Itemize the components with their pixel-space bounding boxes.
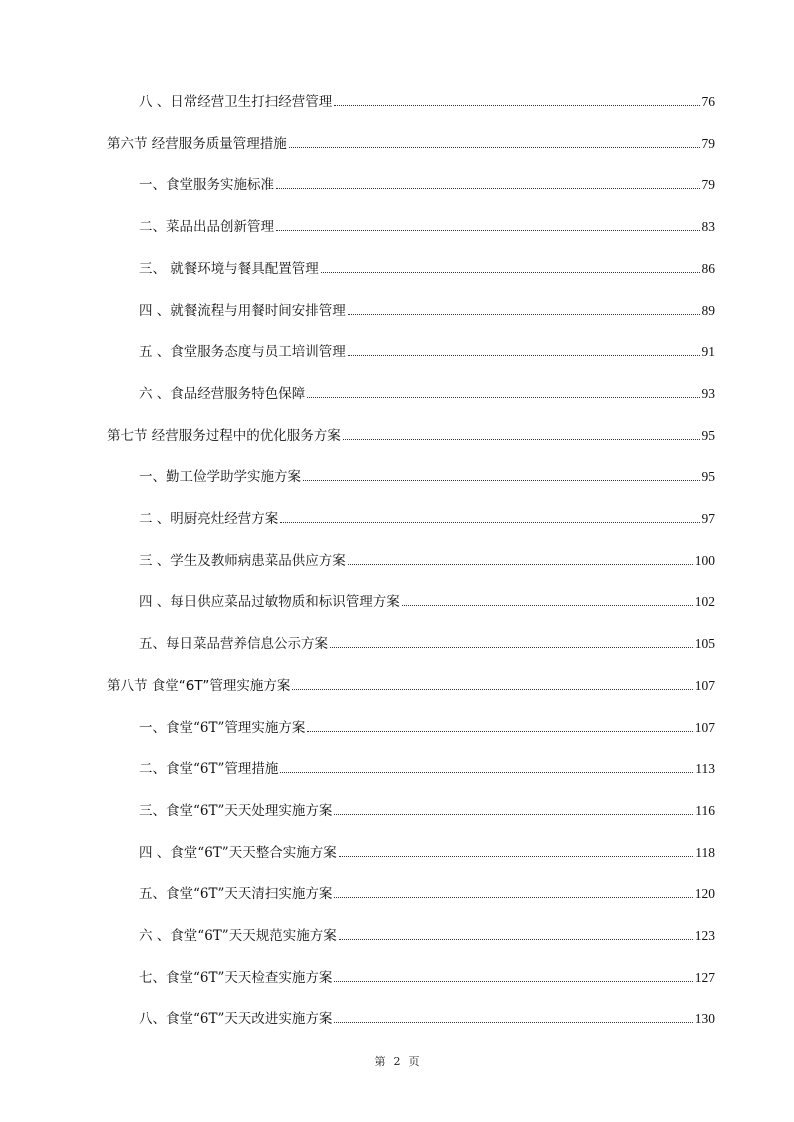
- toc-entry[interactable]: [139, 260, 715, 278]
- toc-entry-page: 123: [694, 928, 715, 943]
- toc-entry-title: 一、勤工俭学助学实施方案: [139, 469, 301, 485]
- toc-entry-title: 四 、每日供应菜品过敏物质和标识管理方案: [139, 594, 400, 610]
- toc-dot-leader: [348, 305, 700, 315]
- toc-entry-page: 95: [701, 469, 715, 484]
- toc-entry-title: 七、食堂“6T”天天检查实施方案: [139, 970, 333, 986]
- toc-entry[interactable]: [139, 176, 715, 194]
- toc-entry-page: 107: [694, 720, 715, 735]
- toc-dot-leader: [348, 555, 693, 565]
- toc-entry[interactable]: [139, 218, 715, 236]
- toc-entry-title: 四 、就餐流程与用餐时间安排管理: [139, 303, 346, 319]
- toc-entry-title: 第七节 经营服务过程中的优化服务方案: [107, 428, 341, 444]
- toc-entry-page: 76: [701, 94, 715, 109]
- toc-entry-page: 95: [701, 428, 715, 443]
- toc-entry[interactable]: [139, 343, 715, 361]
- toc-dot-leader: [280, 513, 699, 523]
- toc-dot-leader: [348, 346, 700, 356]
- footer-suffix: 页: [408, 1055, 420, 1068]
- toc-dot-leader: [339, 847, 694, 857]
- toc-entry-title: 一、食堂“6T”管理实施方案: [139, 720, 306, 736]
- toc-entry-page: 83: [701, 219, 715, 234]
- toc-entry-title: 五、食堂“6T”天天清扫实施方案: [139, 886, 333, 902]
- toc-entry-title: 三 、学生及教师病患菜品供应方案: [139, 553, 346, 569]
- toc-entry[interactable]: [139, 969, 715, 987]
- toc-entry[interactable]: [139, 927, 715, 945]
- toc-section-entry[interactable]: [107, 427, 715, 445]
- toc-entry-page: 105: [694, 636, 715, 651]
- toc-entry-title: 二 、明厨亮灶经营方案: [139, 511, 279, 527]
- toc-dot-leader: [343, 430, 700, 440]
- toc-entry-title: 一、食堂服务实施标准: [139, 177, 274, 193]
- toc-entry-title: 八、食堂“6T”天天改进实施方案: [139, 1011, 333, 1027]
- toc-dot-leader: [321, 263, 700, 273]
- toc-entry-page: 120: [694, 886, 715, 901]
- toc-entry-title: 五 、食堂服务态度与员工培训管理: [139, 344, 346, 360]
- footer-prefix: 第: [374, 1055, 386, 1068]
- toc-dot-leader: [334, 805, 693, 815]
- toc-entry[interactable]: [139, 302, 715, 320]
- toc-entry-page: 130: [694, 1011, 715, 1026]
- toc-dot-leader: [334, 888, 692, 898]
- toc-dot-leader: [307, 722, 692, 732]
- toc-entry-page: 79: [701, 177, 715, 192]
- toc-entry[interactable]: [139, 510, 715, 528]
- toc-entry-page: 100: [694, 553, 715, 568]
- toc-dot-leader: [280, 763, 693, 773]
- toc-entry-page: 93: [701, 386, 715, 401]
- toc-entry-title: 二、食堂“6T”管理措施: [139, 761, 279, 777]
- toc-entry[interactable]: [139, 844, 715, 862]
- toc-entry-title: 六 、食品经营服务特色保障: [139, 386, 306, 402]
- toc-entry[interactable]: [139, 760, 715, 778]
- toc-entry-page: 97: [701, 511, 715, 526]
- toc-entry[interactable]: [139, 93, 715, 111]
- toc-dot-leader: [334, 1013, 692, 1023]
- toc-entry[interactable]: [139, 552, 715, 570]
- toc-entry-page: 86: [701, 261, 715, 276]
- toc-dot-leader: [292, 680, 692, 690]
- toc-section-entry[interactable]: [107, 677, 715, 695]
- toc-entry[interactable]: [139, 885, 715, 903]
- toc-entry-page: 107: [694, 678, 715, 693]
- toc-entry-title: 第八节 食堂“6T”管理实施方案: [107, 678, 291, 694]
- toc-entry[interactable]: [139, 635, 715, 653]
- toc-entry-title: 六 、食堂“6T”天天规范实施方案: [139, 928, 337, 944]
- toc-entry-page: 116: [695, 803, 715, 818]
- page-footer: [0, 1053, 794, 1069]
- toc-dot-leader: [276, 179, 700, 189]
- toc-entry[interactable]: [139, 468, 715, 486]
- toc-section-entry[interactable]: [107, 135, 715, 153]
- toc-entry[interactable]: [139, 593, 715, 611]
- footer-page-number: 2: [393, 1055, 401, 1068]
- toc-dot-leader: [334, 96, 699, 106]
- toc-entry-page: 118: [695, 845, 715, 860]
- toc-dot-leader: [307, 388, 699, 398]
- toc-entry-title: 三、食堂“6T”天天处理实施方案: [139, 803, 333, 819]
- toc-entry-page: 113: [695, 761, 715, 776]
- toc-dot-leader: [334, 972, 692, 982]
- toc-entry-page: 79: [701, 136, 715, 151]
- toc-entry-title: 八 、日常经营卫生打扫经营管理: [139, 94, 333, 110]
- toc-entry[interactable]: [139, 802, 715, 820]
- toc-entry-page: 89: [701, 303, 715, 318]
- toc-dot-leader: [402, 596, 693, 606]
- toc-entry[interactable]: [139, 1010, 715, 1028]
- toc-dot-leader: [276, 221, 700, 231]
- toc-entry-page: 127: [694, 970, 715, 985]
- toc-entry-title: 四 、食堂“6T”天天整合实施方案: [139, 845, 337, 861]
- toc-entry-title: 第六节 经营服务质量管理措施: [107, 136, 287, 152]
- toc-entry-title: 三、 就餐环境与餐具配置管理: [139, 261, 319, 277]
- toc-entry[interactable]: [139, 719, 715, 737]
- toc-dot-leader: [289, 138, 700, 148]
- toc-entry-page: 102: [694, 594, 715, 609]
- toc-entry[interactable]: [139, 385, 715, 403]
- toc-dot-leader: [339, 930, 693, 940]
- toc-entry-title: 五、每日菜品营养信息公示方案: [139, 636, 328, 652]
- toc-dot-leader: [303, 471, 700, 481]
- toc-dot-leader: [330, 638, 693, 648]
- toc-entry-page: 91: [701, 344, 715, 359]
- toc-entry-title: 二、菜品出品创新管理: [139, 219, 274, 235]
